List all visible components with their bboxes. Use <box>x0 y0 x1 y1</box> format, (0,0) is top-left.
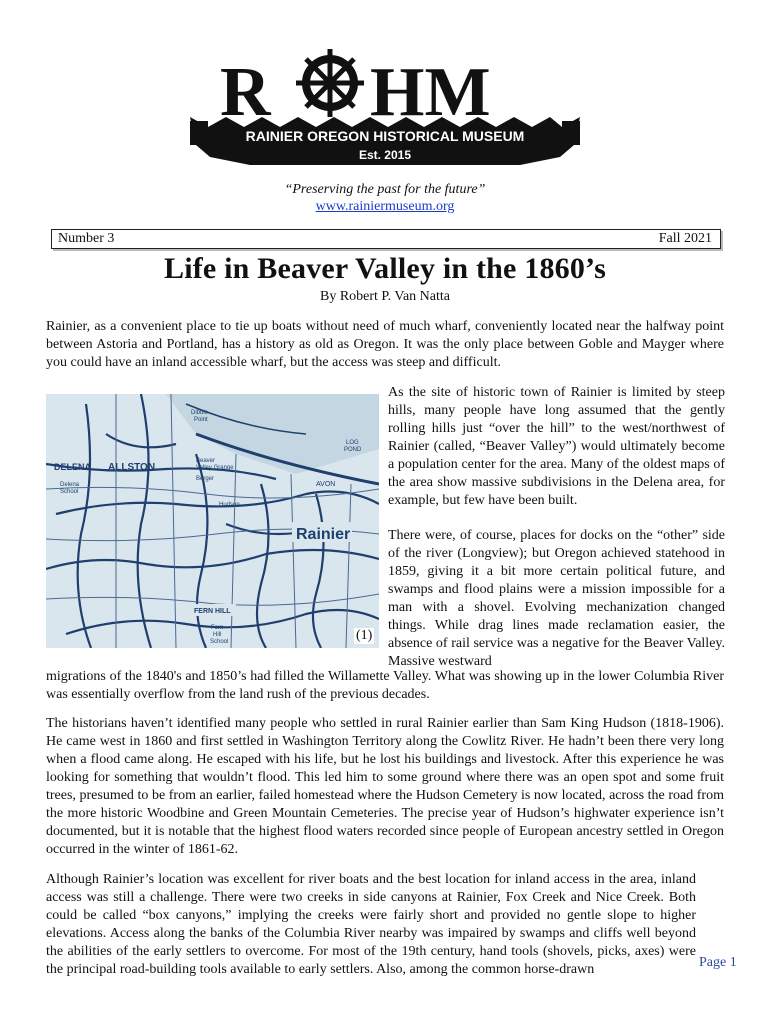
issue-bar <box>51 229 721 249</box>
paragraph-docks: There were, of course, places for docks on the “other” side of the river (Longview); but Oregon achieved statehood in 1859, giving it a bit more certain political future, and swamps and flood plains were a mission impossible for a man with a shovel. Evolving mechanization changed things. While drag lines made reclamation easier, the absence of rail service was a negative for the Beaver Valley. Massive westward <box>388 528 725 669</box>
paragraph-intro: Rainier, as a convenient place to tie up boats without need of much wharf, conveniently located near the halfway point between Astoria and Portland, has a history as old as Oregon. It was the only place between Goble and Mayger where you could have an inland accessible wharf, but the access was steep and difficult. <box>46 319 724 370</box>
paragraph-beaver-valley: As the site of historic town of Rainier is limited by steep hills, many people have long assumed that the gently rolling hills just “over the hill” to the west/northwest of Rainier (called, “Beaver Valley”) would ultimately become a population center for the area. Many of the oldest maps of the area show massive subdivisions in the Delena area, for example, but few have been built. <box>388 385 725 508</box>
paragraph-access: Although Rainier’s location was excellent for river boats and the best location for inland access in the area, inland access was still a challenge. There were two creeks in side canyons at Rainier, Fox Creek and Nice Creek. Both could be called “box canyons,” implying the creeks were fairly short and provided no gentle slope to higher elevations. Access along the banks of the Columbia River nearby was impaired by swamps and cliffs well beyond the abilities of the early settlers to overcome. For most of the 19th century, hand tools (shovels, picks, axes) were the principal road-building tools available to early settlers. Also, among the common horse-drawn <box>46 872 696 977</box>
logo-letters-hm: HM <box>370 54 491 131</box>
svg-text:AVON: AVON <box>316 481 336 488</box>
historic-map <box>46 394 379 648</box>
svg-text:DELENA: DELENA <box>54 462 92 472</box>
svg-text:Fern: Fern <box>211 625 224 631</box>
paragraph-docks-continued: migrations of the 1840's and 1850’s had filled the Willamette Valley. What was showing up in the lower Columbia River was essentially overflow from the land rush of the previous decades. <box>46 669 724 702</box>
issue-number: Number 3 <box>58 231 115 246</box>
svg-text:Dibble: Dibble <box>191 410 209 416</box>
logo-established: Est. 2015 <box>358 148 412 162</box>
logo-museum-name: RAINIER OREGON HISTORICAL MUSEUM <box>245 128 525 144</box>
logo-letter-r: R <box>220 54 271 131</box>
issue-season: Fall 2021 <box>658 231 712 246</box>
svg-text:LOG: LOG <box>346 440 359 446</box>
svg-text:Hill: Hill <box>213 632 222 638</box>
svg-text:Point: Point <box>194 417 208 423</box>
website-link[interactable]: www.rainiermuseum.org <box>315 199 455 214</box>
ships-wheel-icon <box>296 49 364 117</box>
byline: By Robert P. Van Natta <box>319 289 450 304</box>
page-number: Page 1 <box>699 955 737 970</box>
paragraph-hudson: The historians haven’t identified many people who settled in rural Rainier earlier than Sam King Hudson (1818-1906). He came west in 1860 and first settled in Washington Territory along the Cowlitz River. He hadn’t been there very long when a flood came along. He escaped with his life, but he lost his buildings and livestock. After this experience he was looking for something that wouldn’t flood. This led him to some ground where there was an open spot and some fruit trees, presumed to be from an earlier, failed homestead where the Hudson Cemetery is now located, across the road from the more historic Woodbine and Green Mountain Cemeteries. The precise year of Hudson’s highwater experience isn’t documented, but it is notable that the highest flood waters recorded since people of European ancestry settled in Oregon occurred in the winter of 1861-62. <box>46 716 724 857</box>
svg-text:School: School <box>60 489 79 495</box>
svg-text:Delena: Delena <box>60 482 80 488</box>
svg-text:Beaver: Beaver <box>196 458 216 464</box>
museum-logo <box>190 45 580 175</box>
svg-text:Hudson: Hudson <box>219 502 240 508</box>
tagline: “Preserving the past for the future” <box>284 182 486 197</box>
svg-text:FERN HILL: FERN HILL <box>194 608 231 615</box>
svg-text:School: School <box>210 639 229 645</box>
svg-text:Rainier: Rainier <box>296 526 351 543</box>
svg-text:ALLSTON: ALLSTON <box>108 462 156 473</box>
svg-text:Berger: Berger <box>196 476 215 482</box>
svg-text:Valley Grange: Valley Grange <box>196 465 234 471</box>
map-caption: (1) <box>356 628 373 643</box>
article-title: Life in Beaver Valley in the 1860’s <box>164 252 606 285</box>
svg-text:POND: POND <box>344 447 362 453</box>
